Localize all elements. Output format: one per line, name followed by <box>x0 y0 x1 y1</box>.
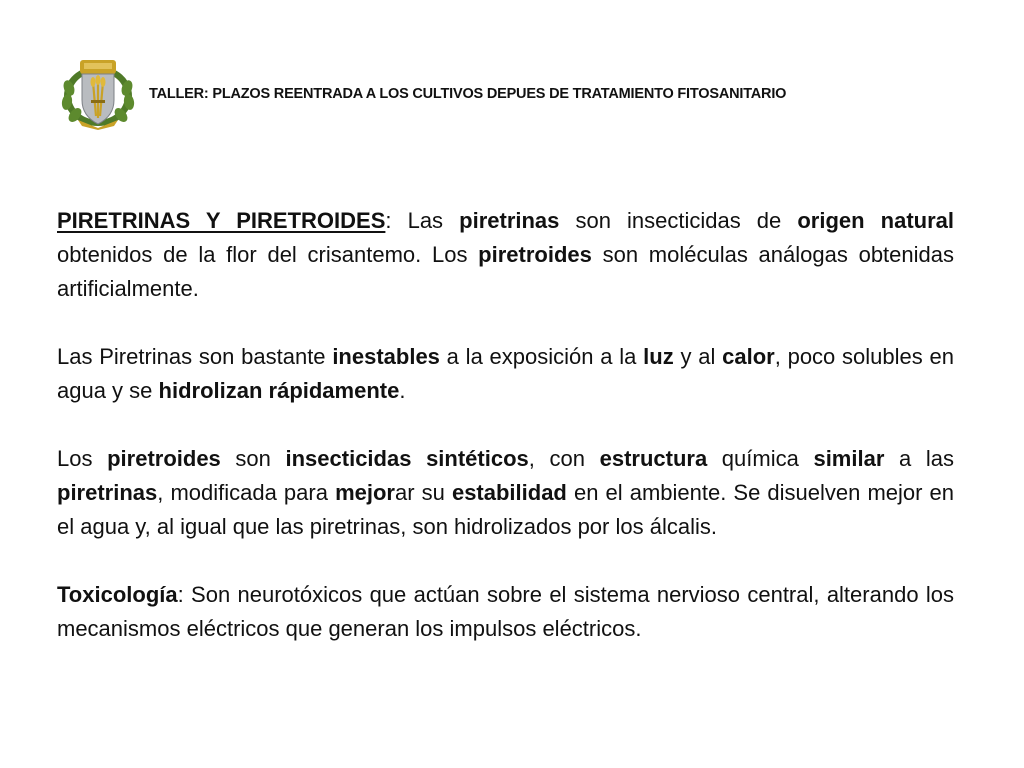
bold-term: estabilidad <box>451 480 567 505</box>
bold-term: piretrinas <box>459 208 560 233</box>
text-span: a las <box>884 446 954 471</box>
text-span: obtenidos de la flor del crisantemo. Los <box>57 242 479 267</box>
paragraph-toxicologia <box>57 578 954 646</box>
bold-term: hidrolizan rápidamente <box>158 378 400 403</box>
bold-term: origen natural <box>797 208 955 233</box>
crest-emblem-icon <box>60 58 136 130</box>
text-span: son insecticidas de <box>559 208 798 233</box>
bold-term: similar <box>813 446 885 471</box>
text-span: : Las <box>385 208 460 233</box>
bold-term: calor <box>722 344 775 369</box>
section-heading-toxicologia: Toxicología <box>57 582 178 607</box>
paragraph-piretroides-properties <box>57 442 954 544</box>
bold-term: insecticidas sintéticos <box>285 446 529 471</box>
section-heading-piretrinas: PIRETRINAS Y PIRETROIDES <box>57 208 386 233</box>
text-span: , con <box>528 446 600 471</box>
text-span: Las Piretrinas son bastante <box>57 344 333 369</box>
text-span: son moléculas análogas obtenidas artificialmente. <box>57 242 954 301</box>
text-span: a la exposición a la <box>439 344 644 369</box>
slide-header <box>60 58 960 130</box>
bold-term: estructura <box>599 446 708 471</box>
paragraph-piretrinas-properties <box>57 340 954 408</box>
bold-term: piretroides <box>478 242 592 267</box>
text-span: en el ambiente. Se disuelven mejor en el agua y, al igual que las piretrinas, son hidrolizados por los álcalis. <box>57 480 955 539</box>
text-span: Los <box>57 446 108 471</box>
text-span: , poco solubles en agua y se <box>57 344 955 403</box>
text-span: , modificada para <box>157 480 336 505</box>
bold-term: inestables <box>332 344 440 369</box>
paragraph-piretrinas-definition <box>57 204 954 306</box>
bold-term: piretroides <box>107 446 221 471</box>
text-span: y al <box>673 344 723 369</box>
bold-term: piretrinas <box>57 480 158 505</box>
text-span: : Son neurotóxicos que actúan sobre el sistema nervioso central, alterando los mecanismos eléctricos que generan los impulsos eléctricos. <box>57 582 954 641</box>
text-span: química <box>707 446 814 471</box>
bold-term: mejor <box>335 480 395 505</box>
text-span: . <box>399 378 406 403</box>
text-span: ar su <box>394 480 452 505</box>
bold-term: luz <box>643 344 674 369</box>
slide-body <box>57 204 954 646</box>
header-title: TALLER: PLAZOS REENTRADA A LOS CULTIVOS DEPUES DE TRATAMIENTO FITOSANITARIO <box>149 86 787 102</box>
text-span: son <box>220 446 286 471</box>
